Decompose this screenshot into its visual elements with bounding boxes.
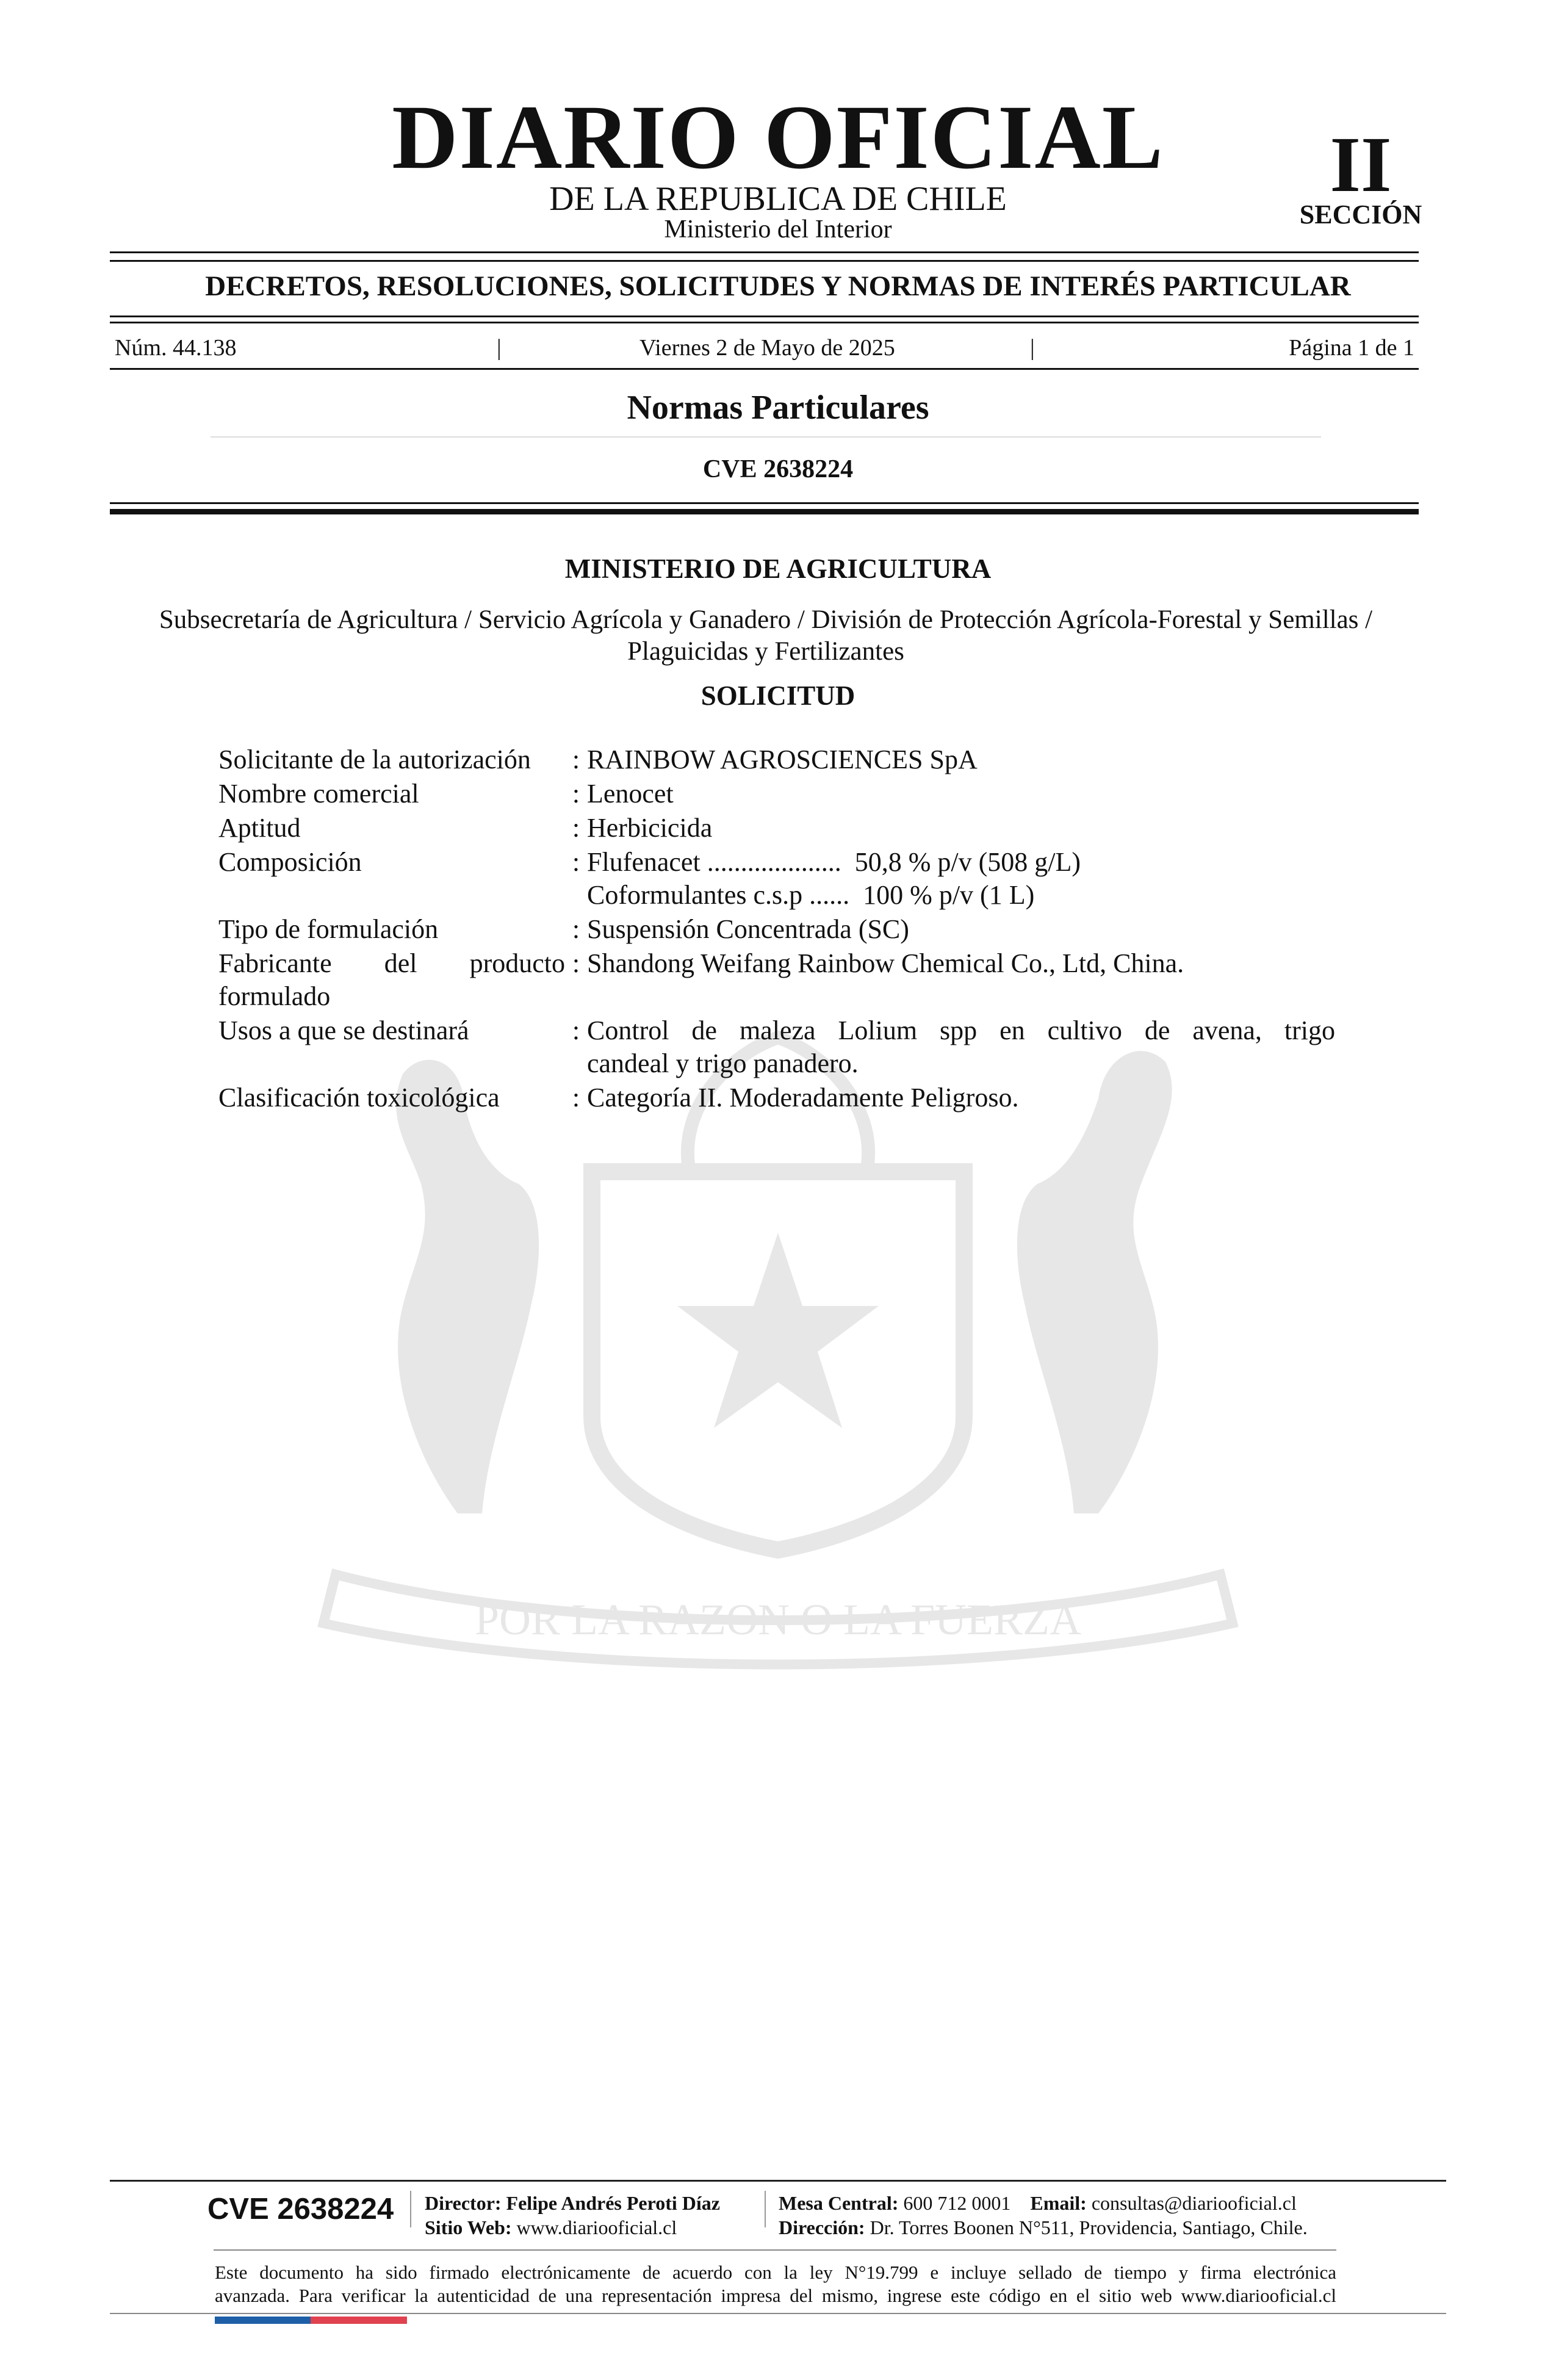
field-label: [218, 947, 565, 1013]
field-colon: :: [572, 745, 580, 774]
web-value[interactable]: www.diariooficial.cl: [516, 2216, 677, 2238]
meta-separator: |: [497, 335, 502, 361]
field-value: [587, 1014, 1335, 1080]
field-value: Categoría II. Moderadamente Peligroso.: [587, 1083, 1019, 1112]
legal-note-line: avanzada. Para verificar la autenticidad de una representación impresa del mismo, ingrese este código en el sitio web www.diariooficial.cl: [215, 2285, 1336, 2306]
motto-text: POR LA RAZON O LA FUERZA: [474, 1595, 1082, 1644]
field-label: Nombre comercial: [218, 779, 419, 809]
director-value: Felipe Andrés Peroti Díaz: [506, 2192, 720, 2214]
footer-cve-code: CVE 2638224: [207, 2193, 394, 2226]
composition-line: Coformulantes c.s.p ...... 100 % p/v (1 L): [587, 880, 1035, 910]
organization-path: [110, 604, 1422, 667]
field-value: Lenocet: [587, 779, 674, 809]
category-heading: DECRETOS, RESOLUCIONES, SOLICITUDES Y NORMAS DE INTERÉS PARTICULAR: [205, 270, 1351, 302]
field-label: Tipo de formulación: [218, 914, 439, 944]
masthead-rule-top: [110, 251, 1419, 253]
cve-code: CVE 2638224: [702, 455, 854, 483]
field-value: Herbicicida: [587, 813, 713, 843]
masthead-rule-second: [110, 260, 1419, 262]
newspaper-subtitle: DE LA REPUBLICA DE CHILE: [549, 180, 1007, 218]
issue-date: Viernes 2 de Mayo de 2025: [639, 335, 895, 361]
footer-divider: [410, 2191, 411, 2227]
organization-path-line: Subsecretaría de Agricultura / Servicio Agrícola y Ganadero / División de Protección Agrícola-Forestal y Semillas /: [159, 605, 1373, 634]
footer-rule-bottom: [110, 2313, 1446, 2314]
field-label-line: Fabricante del producto: [218, 948, 565, 978]
footer-director: [425, 2191, 720, 2215]
field-colon: :: [572, 847, 580, 877]
field-colon: :: [572, 914, 580, 944]
field-label: Aptitud: [218, 813, 301, 843]
meta-rule: [110, 368, 1419, 370]
field-manufacturer: [218, 947, 1335, 1013]
content-rule-thin: [110, 502, 1419, 504]
composition-line: Flufenacet .................... 50,8 % p/v (508 g/L): [587, 847, 1081, 877]
legal-note-line: Este documento ha sido firmado electrónicamente de acuerdo con la ley N°19.799 e incluye sellado de tiempo y firma electrónica: [215, 2262, 1336, 2283]
field-colon: :: [572, 813, 580, 843]
footer-phone-email: [779, 2191, 1297, 2215]
address-value: Dr. Torres Boonen N°511, Providencia, Santiago, Chile.: [870, 2216, 1308, 2238]
field-composition: [218, 846, 1335, 912]
web-label: Sitio Web:: [425, 2216, 512, 2238]
organization-title: MINISTERIO DE AGRICULTURA: [564, 554, 992, 584]
category-rule-a: [110, 316, 1419, 317]
section-title: Normas Particulares: [627, 389, 929, 427]
field-aptitude: [218, 812, 1335, 845]
field-applicant: [218, 743, 1335, 776]
field-value-line: candeal y trigo panadero.: [587, 1048, 859, 1078]
address-label: Dirección:: [779, 2216, 865, 2238]
section-label: SECCIÓN: [1299, 200, 1422, 229]
footer-rule-top: [110, 2180, 1446, 2182]
field-trade-name: [218, 777, 1335, 810]
field-label: Composición: [218, 847, 362, 877]
footer-legal-note: [215, 2261, 1336, 2307]
field-colon: :: [572, 1083, 580, 1112]
field-formulation: [218, 913, 1335, 946]
email-label: Email:: [1030, 2192, 1087, 2214]
field-label: Usos a que se destinará: [218, 1015, 469, 1045]
footer-divider: [765, 2191, 766, 2227]
organization-path-line: Plaguicidas y Fertilizantes: [627, 636, 904, 666]
section-number: II: [1330, 121, 1392, 209]
field-value: [587, 846, 1335, 912]
issue-number: Núm. 44.138: [115, 335, 237, 361]
footer-website: [425, 2215, 677, 2240]
ministry-line: Ministerio del Interior: [664, 215, 892, 243]
meta-separator: |: [1030, 335, 1035, 361]
field-value-line: Control de maleza Lolium spp en cultivo de avena, trigo: [587, 1015, 1335, 1045]
content-rule-thick: [110, 509, 1419, 514]
footer-address: [779, 2215, 1308, 2240]
phone-value: 600 712 0001: [903, 2192, 1011, 2214]
issue-info-row: [115, 334, 1414, 359]
field-label: Solicitante de la autorización: [218, 745, 531, 774]
section-title-rule: [211, 436, 1321, 438]
director-label: Director:: [425, 2192, 502, 2214]
field-label: Clasificación toxicológica: [218, 1083, 500, 1112]
email-value[interactable]: consultas@diariooficial.cl: [1091, 2192, 1297, 2214]
field-colon: :: [572, 948, 580, 978]
field-colon: :: [572, 779, 580, 809]
document-type: SOLICITUD: [701, 680, 855, 711]
request-fields: [218, 743, 1335, 1116]
category-rule-b: [110, 322, 1419, 323]
field-value: Shandong Weifang Rainbow Chemical Co., Ltd, China.: [587, 948, 1184, 978]
field-value: RAINBOW AGROSCIENCES SpA: [587, 745, 978, 774]
field-uses: [218, 1014, 1335, 1080]
flag-stripe-red: [311, 2317, 407, 2324]
flag-stripe-blue: [215, 2317, 311, 2324]
footer-rule-middle: [214, 2249, 1336, 2251]
newspaper-title: DIARIO OFICIAL: [392, 87, 1164, 188]
field-label-line: formulado: [218, 981, 331, 1011]
page-indicator: Página 1 de 1: [1289, 335, 1414, 361]
field-value: Suspensión Concentrada (SC): [587, 914, 909, 944]
phone-label: Mesa Central:: [779, 2192, 899, 2214]
field-colon: :: [572, 1015, 580, 1045]
field-toxicology: [218, 1081, 1335, 1114]
